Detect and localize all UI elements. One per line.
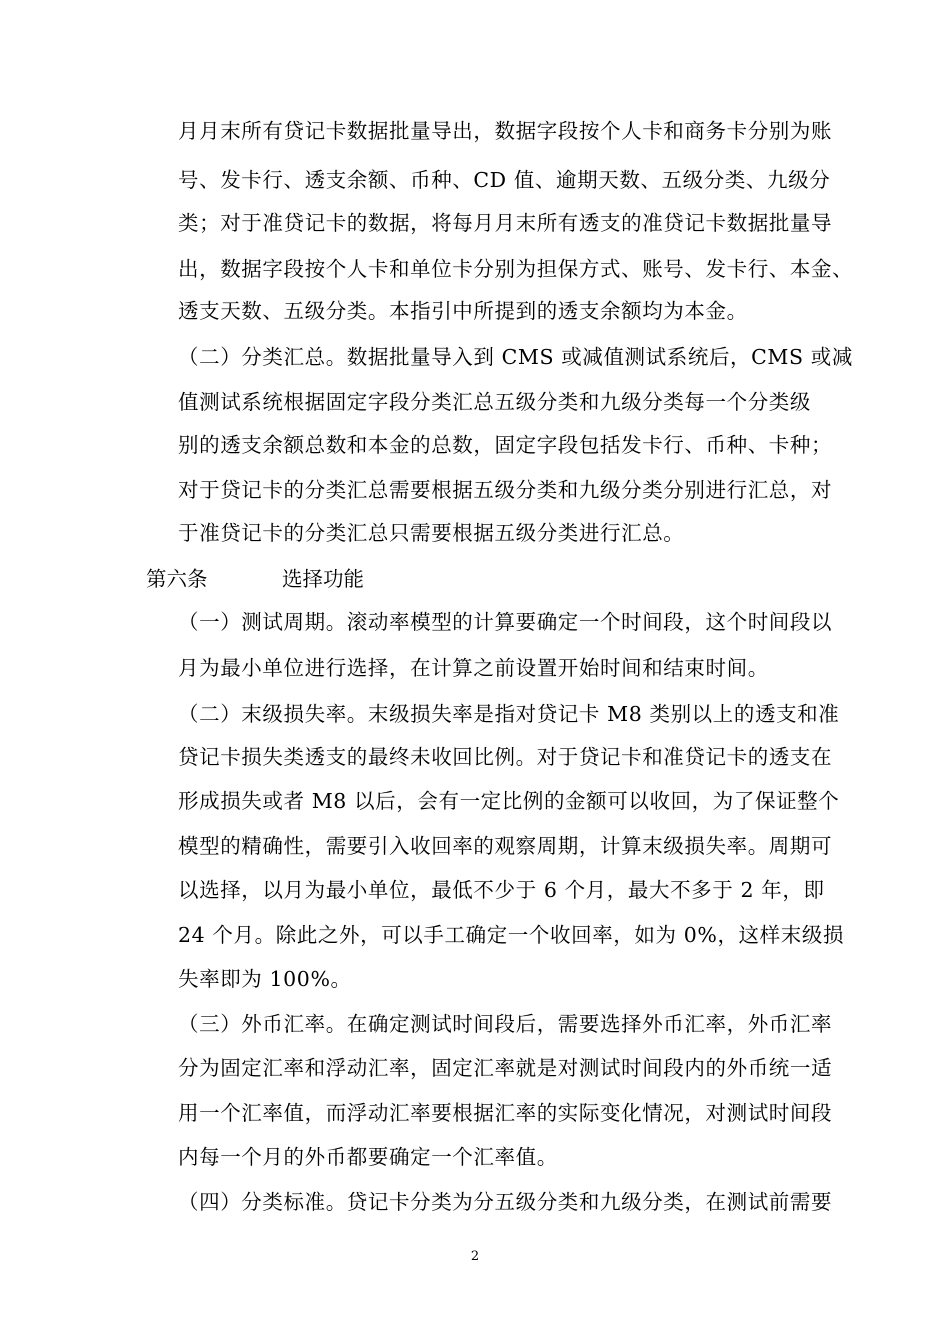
page-number: 2 — [470, 1249, 480, 1264]
article-title: 选择功能 — [282, 567, 364, 591]
paragraph-line: 分为固定汇率和浮动汇率，固定汇率就是对测试时间段内的外币统一适 — [178, 1056, 833, 1080]
paragraph-line: 贷记卡损失类透支的最终未收回比例。对于贷记卡和准贷记卡的透支在 — [178, 745, 833, 769]
paragraph-line: （四）分类标准。贷记卡分类为分五级分类和九级分类，在测试前需要 — [178, 1190, 833, 1214]
paragraph-line: 内每一个月的外币都要确定一个汇率值。 — [178, 1145, 558, 1169]
paragraph-line: 24 个月。除此之外，可以手工确定一个收回率，如为 0%，这样末级损 — [178, 923, 845, 947]
paragraph-line: （二）末级损失率。末级损失率是指对贷记卡 M8 类别以上的透支和准 — [178, 702, 840, 726]
paragraph-line: 用一个汇率值，而浮动汇率要根据汇率的实际变化情况，对测试时间段 — [178, 1101, 833, 1125]
paragraph-line: 失率即为 100%。 — [178, 967, 352, 991]
paragraph-line: 号、发卡行、透支余额、币种、CD 值、逾期天数、五级分类、九级分 — [178, 168, 831, 192]
article-heading — [146, 565, 364, 593]
article-number: 第六条 — [146, 567, 208, 591]
paragraph-line: （三）外币汇率。在确定测试时间段后，需要选择外币汇率，外币汇率 — [178, 1012, 833, 1036]
paragraph-line: 值测试系统根据固定字段分类汇总五级分类和九级分类每一个分类级 — [178, 390, 811, 414]
paragraph-line: 月为最小单位进行选择，在计算之前设置开始时间和结束时间。 — [178, 656, 769, 680]
paragraph-line: 别的透支余额总数和本金的总数，固定字段包括发卡行、币种、卡种； — [178, 433, 833, 457]
paragraph-line: 形成损失或者 M8 以后，会有一定比例的金额可以收回，为了保证整个 — [178, 789, 840, 813]
paragraph-line: 于准贷记卡的分类汇总只需要根据五级分类进行汇总。 — [178, 521, 685, 545]
paragraph-line: 类；对于准贷记卡的数据，将每月月末所有透支的准贷记卡数据批量导 — [178, 211, 833, 235]
paragraph-line: 透支天数、五级分类。本指引中所提到的透支余额均为本金。 — [178, 299, 748, 323]
paragraph-line: 以选择，以月为最小单位，最低不少于 6 个月，最大不多于 2 年，即 — [178, 878, 825, 902]
paragraph-line: （二）分类汇总。数据批量导入到 CMS 或减值测试系统后，CMS 或减 — [178, 345, 853, 369]
paragraph-line: （一）测试周期。滚动率模型的计算要确定一个时间段，这个时间段以 — [178, 610, 833, 634]
paragraph-line: 月月末所有贷记卡数据批量导出，数据字段按个人卡和商务卡分别为账 — [178, 119, 833, 143]
paragraph-line: 对于贷记卡的分类汇总需要根据五级分类和九级分类分别进行汇总，对 — [178, 478, 833, 502]
paragraph-line: 模型的精确性，需要引入收回率的观察周期，计算末级损失率。周期可 — [178, 834, 833, 858]
paragraph-line: 出，数据字段按个人卡和单位卡分别为担保方式、账号、发卡行、本金、 — [178, 257, 854, 281]
